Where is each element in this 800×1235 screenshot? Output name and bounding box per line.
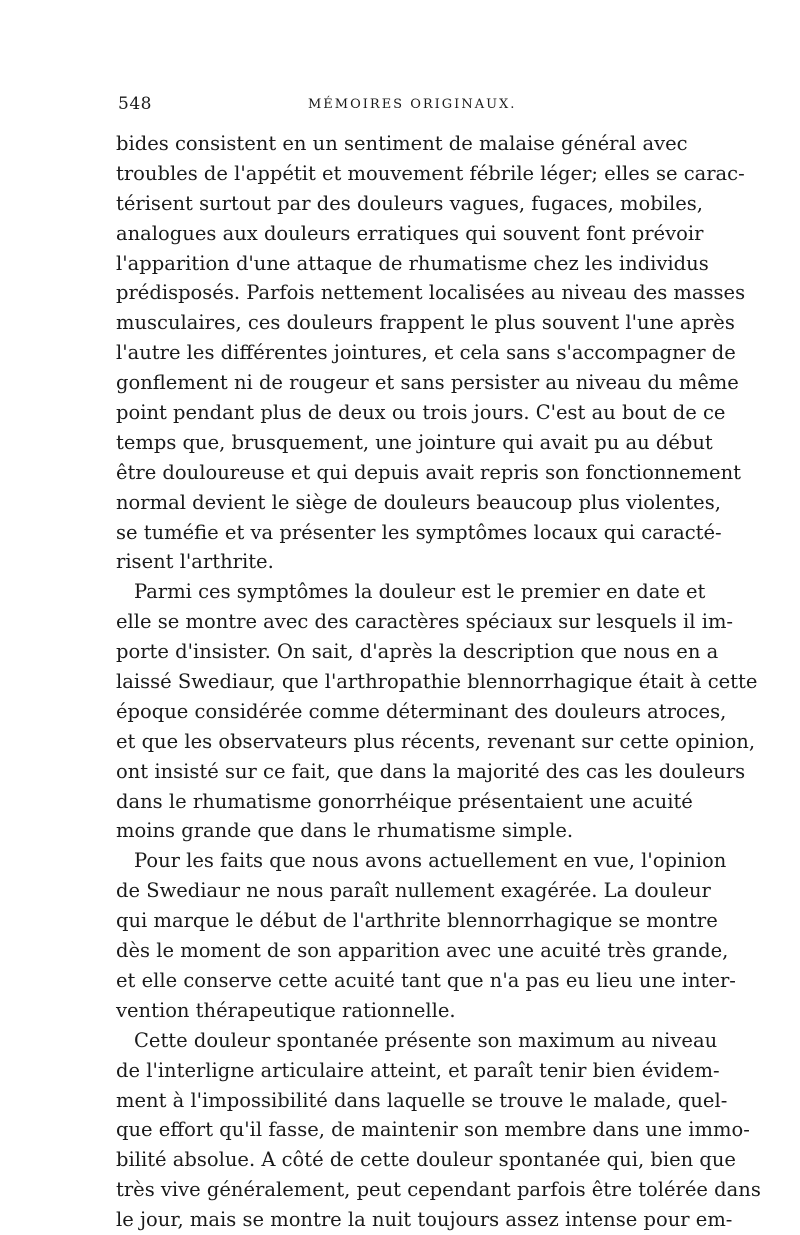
- paragraph: [116, 846, 736, 1025]
- text-line: elle se montre avec des caractères spéciaux sur lesquels il im-: [116, 610, 734, 634]
- text-line: de l'interligne articulaire atteint, et paraît tenir bien évidem-: [116, 1058, 720, 1082]
- text-line: ont insisté sur ce fait, que dans la majorité des cas les douleurs: [116, 759, 746, 783]
- text-line: se tuméfie et va présenter les symptômes locaux qui caracté-: [116, 520, 722, 544]
- text-line: prédisposés. Parfois nettement localisées au niveau des masses: [116, 281, 746, 305]
- text-line: et elle conserve cette acuité tant que n'a pas eu lieu une inter-: [116, 968, 736, 992]
- text-line: vention thérapeutique rationnelle.: [116, 998, 456, 1022]
- text-line: ment à l'impossibilité dans laquelle se trouve le malade, quel-: [116, 1088, 728, 1112]
- text-line: époque considérée comme déterminant des douleurs atroces,: [116, 699, 727, 723]
- text-line: Cette douleur spontanée présente son maximum au niveau: [134, 1028, 718, 1052]
- text-line: l'autre les différentes jointures, et cela sans s'accompagner de: [116, 341, 736, 365]
- text-line: très vive généralement, peut cependant parfois être tolérée dans: [116, 1178, 761, 1202]
- running-head: MÉMOIRES ORIGINAUX.: [308, 97, 517, 112]
- text-line: le jour, mais se montre la nuit toujours assez intense pour em-: [116, 1208, 733, 1232]
- text-line: temps que, brusquement, une jointure qui avait pu au début: [116, 430, 713, 454]
- text-line: térisent surtout par des douleurs vagues, fugaces, mobiles,: [116, 191, 703, 215]
- text-line: point pendant plus de deux ou trois jours. C'est au bout de ce: [116, 401, 726, 425]
- text-line: musculaires, ces douleurs frappent le plus souvent l'une après: [116, 311, 735, 335]
- text-line: laissé Swediaur, que l'arthropathie blennorrhagique était à cette: [116, 670, 758, 694]
- text-line: l'apparition d'une attaque de rhumatisme chez les individus: [116, 251, 709, 275]
- text-line: Parmi ces symptômes la douleur est le premier en date et: [134, 580, 706, 604]
- text-line: moins grande que dans le rhumatisme simple.: [116, 819, 574, 843]
- text-line: normal devient le siège de douleurs beaucoup plus violentes,: [116, 490, 721, 514]
- paragraph: [116, 1026, 761, 1235]
- body-text: [116, 129, 761, 1235]
- text-line: qui marque le début de l'arthrite blennorrhagique se montre: [116, 909, 718, 933]
- text-line: dès le moment de son apparition avec une acuité très grande,: [116, 939, 729, 963]
- text-line: bilité absolue. A côté de cette douleur spontanée qui, bien que: [116, 1148, 736, 1172]
- text-line: risent l'arthrite.: [116, 550, 274, 574]
- page-header: [118, 94, 686, 120]
- text-line: troubles de l'appétit et mouvement fébrile léger; elles se carac-: [116, 161, 745, 185]
- text-line: analogues aux douleurs erratiques qui souvent font prévoir: [116, 221, 704, 245]
- page-number: 548: [118, 94, 152, 114]
- text-line: bides consistent en un sentiment de malaise général avec: [116, 132, 688, 155]
- paragraph: [116, 577, 758, 846]
- paragraph: [116, 129, 746, 577]
- text-line: être douloureuse et qui depuis avait repris son fonctionnement: [116, 460, 741, 484]
- text-line: porte d'insister. On sait, d'après la description que nous en a: [116, 640, 719, 664]
- text-line: que effort qu'il fasse, de maintenir son membre dans une immo-: [116, 1118, 750, 1142]
- text-line: et que les observateurs plus récents, revenant sur cette opinion,: [116, 729, 756, 753]
- text-line: dans le rhumatisme gonorrhéique présentaient une acuité: [116, 789, 693, 813]
- text-line: gonflement ni de rougeur et sans persister au niveau du même: [116, 371, 739, 395]
- text-line: Pour les faits que nous avons actuellement en vue, l'opinion: [134, 849, 727, 873]
- text-line: de Swediaur ne nous paraît nullement exagérée. La douleur: [116, 879, 711, 903]
